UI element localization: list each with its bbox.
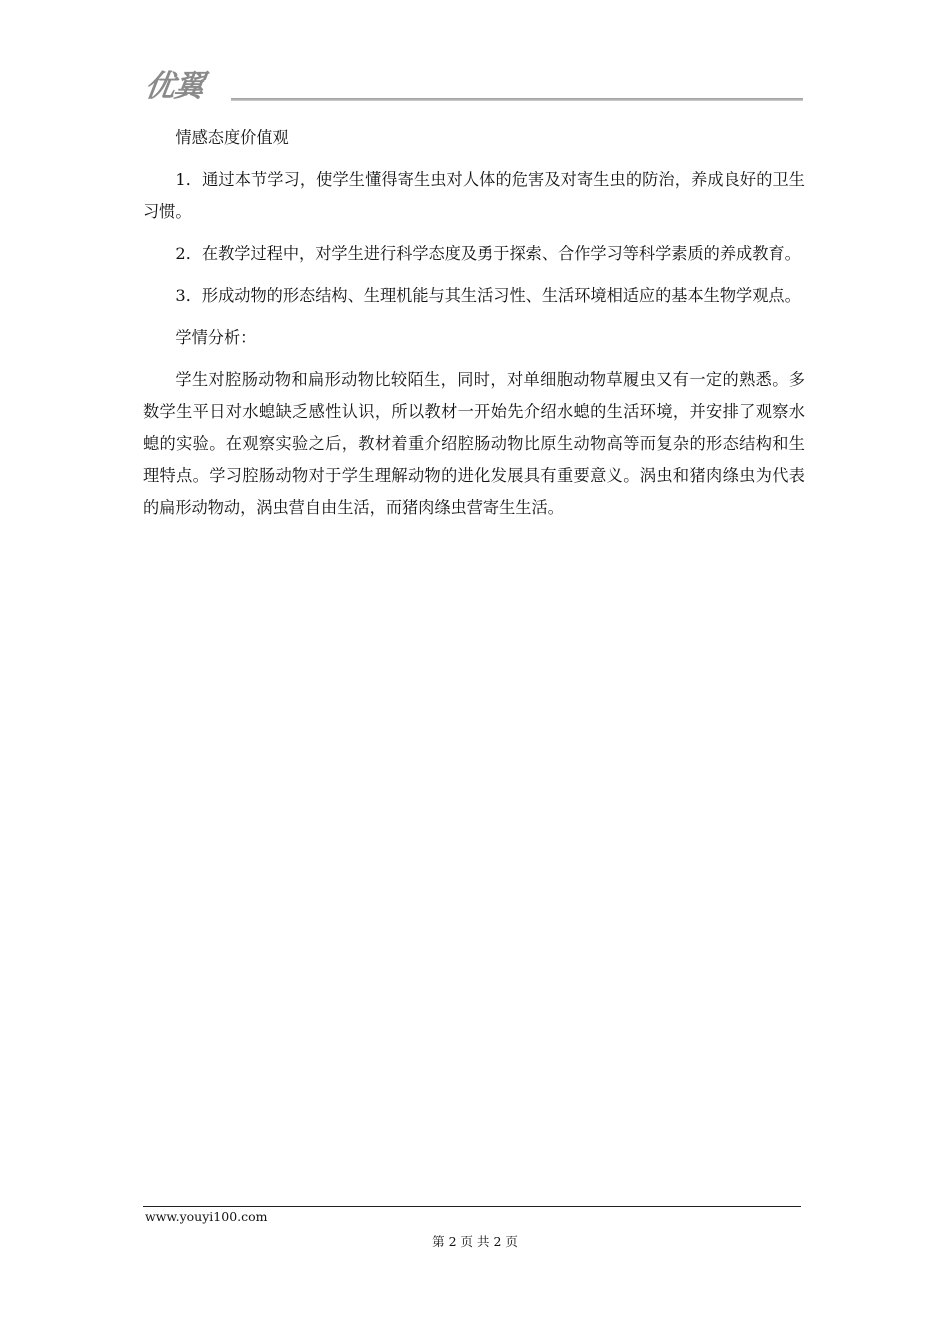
- section-heading-analysis: 学情分析：: [175, 328, 257, 347]
- list-item-2: 2．在教学过程中，对学生进行科学态度及勇于探索、合作学习等科学素质的养成教育。: [175, 244, 801, 263]
- analysis-paragraph: 学生对腔肠动物和扁形动物比较陌生，同时，对单细胞动物草履虫又有一定的熟悉。多数学生平日对水螅缺乏感性认识，所以教材一开始先介绍水螅的生活环境，并安排了观察水螅的实验。在观察实验之后，教材着重介绍腔肠动物比原生动物高等而复杂的形态结构和生理特点。学习腔肠动物对于学生理解动物的进化发展具有重要意义。涡虫和猪肉绦虫为代表的扁形动物动，涡虫营自由生活，而猪肉绦虫营寄生生活。: [143, 370, 805, 517]
- section-heading-attitude: 情感态度价值观: [175, 128, 289, 147]
- page-number: 第 2 页 共 2 页: [432, 1234, 518, 1249]
- youyi-logo: 优翼: [142, 69, 206, 104]
- list-item-1: 1．通过本节学习，使学生懂得寄生虫对人体的危害及对寄生虫的防治，养成良好的卫生习惯。: [143, 170, 805, 221]
- footer-divider: [143, 1206, 801, 1207]
- document-body: [143, 122, 805, 524]
- header-divider: [231, 98, 803, 101]
- list-item-3: 3．形成动物的形态结构、生理机能与其生活习性、生活环境相适应的基本生物学观点。: [175, 286, 801, 305]
- page-header: [143, 70, 803, 106]
- footer-url: www.youyi100.com: [145, 1209, 268, 1224]
